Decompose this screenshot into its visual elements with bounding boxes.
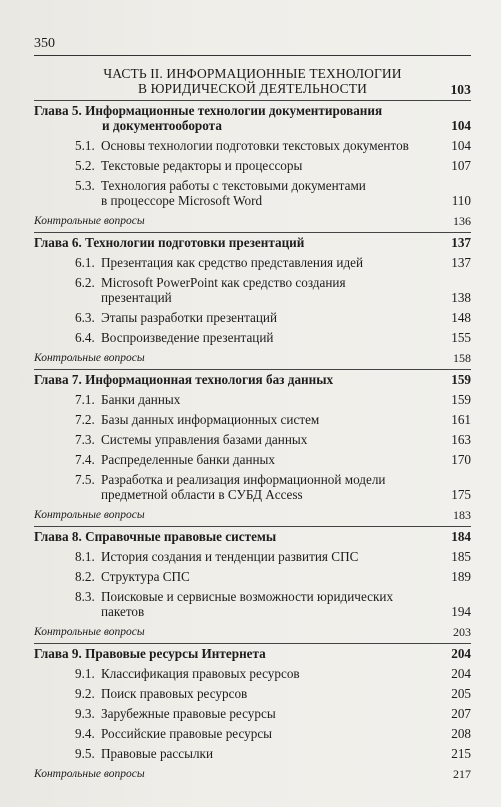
section-5-3: [34, 176, 471, 211]
section-9-3: [34, 704, 471, 724]
section-6-1: [34, 253, 471, 273]
section-page: 194: [451, 604, 471, 619]
questions-label: Контрольные вопросы: [34, 352, 145, 364]
questions-page: 183: [453, 508, 471, 522]
section-title: Текстовые редакторы и процессоры: [101, 158, 303, 173]
section-page: 185: [451, 549, 471, 564]
section-title: Базы данных информационных систем: [101, 412, 320, 427]
questions-label: Контрольные вопросы: [34, 509, 145, 521]
section-title: Банки данных: [101, 392, 181, 407]
section-number: 8.3.: [75, 589, 95, 604]
questions-5: [34, 211, 471, 232]
chapter-7-page: 159: [451, 372, 471, 387]
section-number: 7.5.: [75, 472, 95, 487]
section-number: 9.5.: [75, 746, 95, 761]
questions-page: 158: [453, 351, 471, 365]
chapter-6-page: 137: [451, 235, 471, 250]
questions-9: [34, 764, 471, 785]
chapter-5-title-line2: и документооборота: [102, 118, 222, 133]
questions-7: [34, 505, 471, 526]
chapter-9-page: 204: [451, 646, 471, 661]
section-7-1: [34, 390, 471, 410]
questions-8: [34, 622, 471, 643]
section-page: 107: [451, 158, 471, 173]
section-title-line2: предметной области в СУБД Access: [101, 487, 303, 502]
section-page: 175: [451, 487, 471, 502]
header-rule: [34, 55, 471, 56]
section-number: 6.4.: [75, 330, 95, 345]
section-page: 208: [451, 726, 471, 741]
section-title-line1: Microsoft PowerPoint как средство создания: [101, 275, 346, 290]
chapter-8-page: 184: [451, 529, 471, 544]
table-of-contents: [34, 64, 471, 785]
section-title: Этапы разработки презентаций: [101, 310, 278, 325]
section-8-2: [34, 567, 471, 587]
section-number: 9.2.: [75, 686, 95, 701]
questions-page: 217: [453, 767, 471, 781]
section-page: 205: [451, 686, 471, 701]
section-title: Презентация как средство представления идей: [101, 255, 364, 270]
section-title: Зарубежные правовые ресурсы: [101, 706, 276, 721]
section-title: Российские правовые ресурсы: [101, 726, 273, 741]
chapter-6: [34, 232, 471, 253]
section-6-3: [34, 308, 471, 328]
section-7-2: [34, 410, 471, 430]
section-number: 5.1.: [75, 138, 95, 153]
chapter-7: [34, 369, 471, 390]
section-title: Воспроизведение презентаций: [101, 330, 274, 345]
section-number: 6.3.: [75, 310, 95, 325]
section-9-1: [34, 664, 471, 684]
section-8-3: [34, 587, 471, 622]
section-title-line1: Технология работы с текстовыми документами: [101, 178, 366, 193]
section-page: 204: [451, 666, 471, 681]
section-title: Распределенные банки данных: [101, 452, 276, 467]
section-number: 7.2.: [75, 412, 95, 427]
section-9-4: [34, 724, 471, 744]
section-title-line1: Разработка и реализация информационной модели: [101, 472, 386, 487]
section-title-line1: Поисковые и сервисные возможности юридических: [101, 589, 394, 604]
section-9-2: [34, 684, 471, 704]
section-5-1: [34, 136, 471, 156]
questions-label: Контрольные вопросы: [34, 215, 145, 227]
section-number: 6.2.: [75, 275, 95, 290]
section-number: 7.3.: [75, 432, 95, 447]
part-heading: [34, 64, 471, 100]
section-title: Классификация правовых ресурсов: [101, 666, 300, 681]
section-number: 9.3.: [75, 706, 95, 721]
chapter-9-title: Глава 9. Правовые ресурсы Интернета: [34, 646, 266, 661]
section-title: Структура СПС: [101, 569, 190, 584]
section-6-2: [34, 273, 471, 308]
section-page: 207: [451, 706, 471, 721]
section-6-4: [34, 328, 471, 348]
section-page: 159: [451, 392, 471, 407]
section-page: 104: [451, 138, 471, 153]
section-number: 9.1.: [75, 666, 95, 681]
section-page: 189: [451, 569, 471, 584]
section-page: 163: [451, 432, 471, 447]
section-title-line2: в процессоре Microsoft Word: [101, 193, 263, 208]
section-number: 6.1.: [75, 255, 95, 270]
chapter-9: [34, 643, 471, 664]
section-9-5: [34, 744, 471, 764]
part-title-line1: ЧАСТЬ II. ИНФОРМАЦИОННЫЕ ТЕХНОЛОГИИ: [103, 66, 402, 81]
section-title: Правовые рассылки: [101, 746, 213, 761]
section-page: 161: [451, 412, 471, 427]
part-title-line2: В ЮРИДИЧЕСКОЙ ДЕЯТЕЛЬНОСТИ: [138, 81, 367, 96]
section-number: 8.2.: [75, 569, 95, 584]
section-number: 9.4.: [75, 726, 95, 741]
section-page: 110: [451, 193, 471, 208]
section-title: История создания и тенденции развития СПС: [101, 549, 359, 564]
part-page: 103: [450, 82, 471, 97]
section-page: 138: [451, 290, 471, 305]
section-number: 5.3.: [75, 178, 95, 193]
chapter-5: [34, 100, 471, 136]
chapter-6-title: Глава 6. Технологии подготовки презентаций: [34, 235, 305, 250]
chapter-5-page: 104: [451, 118, 471, 133]
section-title: Системы управления базами данных: [101, 432, 308, 447]
questions-page: 136: [453, 214, 471, 228]
section-title: Основы технологии подготовки текстовых документов: [101, 138, 409, 153]
questions-label: Контрольные вопросы: [34, 626, 145, 638]
section-page: 137: [451, 255, 471, 270]
chapter-8: [34, 526, 471, 547]
questions-page: 203: [453, 625, 471, 639]
section-page: 148: [451, 310, 471, 325]
questions-label: Контрольные вопросы: [34, 768, 145, 780]
section-page: 155: [451, 330, 471, 345]
chapter-7-title: Глава 7. Информационная технология баз данных: [34, 372, 334, 387]
section-5-2: [34, 156, 471, 176]
section-page: 170: [451, 452, 471, 467]
page-number: 350: [34, 36, 55, 51]
questions-6: [34, 348, 471, 369]
section-number: 8.1.: [75, 549, 95, 564]
chapter-5-title-line1: Глава 5. Информационные технологии документирования: [34, 103, 383, 118]
section-title-line2: пакетов: [101, 604, 145, 619]
section-7-5: [34, 470, 471, 505]
section-page: 215: [451, 746, 471, 761]
section-7-3: [34, 430, 471, 450]
chapter-8-title: Глава 8. Справочные правовые системы: [34, 529, 277, 544]
section-title: Поиск правовых ресурсов: [101, 686, 248, 701]
section-7-4: [34, 450, 471, 470]
section-number: 5.2.: [75, 158, 95, 173]
section-title-line2: презентаций: [101, 290, 172, 305]
section-number: 7.1.: [75, 392, 95, 407]
section-8-1: [34, 547, 471, 567]
section-number: 7.4.: [75, 452, 95, 467]
